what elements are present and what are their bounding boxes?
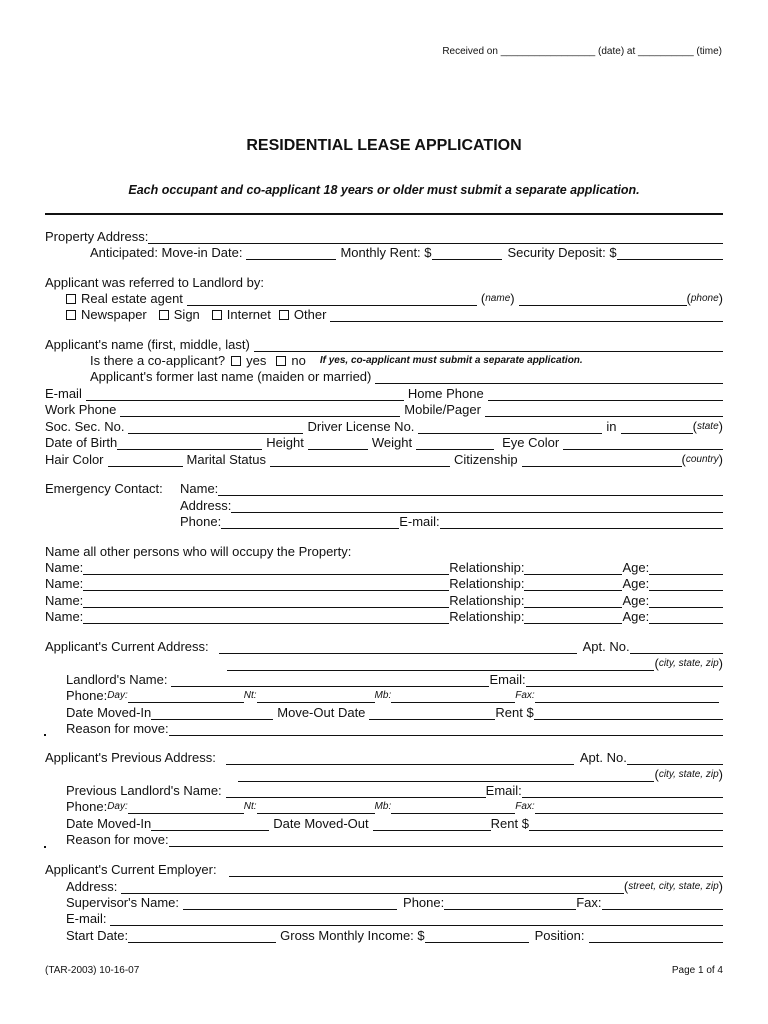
street-hint: street, city, state, zip <box>628 881 719 892</box>
mobile-label: Mb: <box>374 690 392 701</box>
received-on-line: Received on _________________ (date) at __________ (time) <box>442 46 722 57</box>
supervisor-label: Supervisor's Name: <box>66 895 180 910</box>
employer-label: Applicant's Current Employer: <box>45 862 217 877</box>
supervisor-row <box>66 894 723 910</box>
current-city-field[interactable] <box>227 657 654 671</box>
day-phone-field[interactable] <box>128 689 244 703</box>
age-label: Age: <box>622 576 650 591</box>
employer-address-label: Address: <box>66 879 118 894</box>
eye-color-label: Eye Color <box>502 435 560 450</box>
start-date-field[interactable] <box>128 929 276 943</box>
former-name-label: Applicant's former last name (maiden or married) <box>90 369 372 384</box>
moved-in-label: Date Moved-In <box>66 705 152 720</box>
occupants-row <box>45 543 723 559</box>
landlord-row <box>66 671 723 687</box>
emergency-phone-row <box>180 513 723 529</box>
previous-reason-field[interactable] <box>169 833 723 847</box>
occupant-name-field[interactable] <box>83 577 449 591</box>
rent-label: Rent $ <box>495 705 534 720</box>
work-phone-row <box>45 401 723 417</box>
previous-landlord-row <box>66 782 723 798</box>
page-subtitle: Each occupant and co-applicant 18 years or older must submit a separate application. <box>128 183 640 197</box>
relationship-field[interactable] <box>524 561 622 575</box>
previous-dates-row <box>66 815 723 831</box>
internet-label: Internet <box>226 307 271 322</box>
country-hint: country <box>685 454 719 465</box>
occupant-name-field[interactable] <box>83 594 449 608</box>
employment-row <box>66 927 723 943</box>
mobile-field[interactable] <box>485 403 723 417</box>
ssn-row: Soc. Sec. No. Driver License No. in ( state ) <box>45 419 723 434</box>
age-field[interactable] <box>649 577 723 591</box>
monthly-rent-field[interactable] <box>432 246 502 260</box>
no-label: no <box>291 353 306 368</box>
emergency-email-label: E-mail: <box>399 514 440 529</box>
supervisor-field[interactable] <box>183 896 397 910</box>
current-city-row: ( city, state, zip ) <box>227 655 723 671</box>
dob-label: Date of Birth <box>45 435 118 450</box>
employer-fax-label: Fax: <box>576 895 602 910</box>
sign-checkbox[interactable] <box>159 310 169 320</box>
coapplicant-no-checkbox[interactable] <box>276 356 286 366</box>
emergency-address-label: Address: <box>180 498 232 513</box>
occupant-row-4 <box>45 608 723 624</box>
emergency-name-row <box>45 480 723 496</box>
real-estate-checkbox[interactable] <box>66 294 76 304</box>
weight-label: Weight <box>371 435 413 450</box>
anticipated-row <box>90 244 723 260</box>
move-in-label: Anticipated: Move-in Date: <box>90 245 243 260</box>
fax-field[interactable] <box>535 689 719 703</box>
relationship-field[interactable] <box>524 577 622 591</box>
mobile-phone-field[interactable] <box>391 689 515 703</box>
occupant-name-field[interactable] <box>83 610 449 624</box>
occupant-name-label: Name: <box>45 609 84 624</box>
age-field[interactable] <box>649 594 723 608</box>
night-phone-field[interactable] <box>257 689 375 703</box>
emergency-name-field[interactable] <box>218 482 723 496</box>
night-label: Nt: <box>243 801 257 812</box>
income-label: Gross Monthly Income: $ <box>280 928 425 943</box>
mobile-label: Mb: <box>374 801 392 812</box>
previous-landlord-label: Previous Landlord's Name: <box>66 783 222 798</box>
current-dates-row <box>66 704 723 720</box>
occupant-name-label: Name: <box>45 593 84 608</box>
name-hint: name <box>485 293 511 304</box>
landlord-label: Landlord's Name: <box>66 672 168 687</box>
age-label: Age: <box>622 560 650 575</box>
previous-city-hint: city, state, zip <box>658 769 719 780</box>
previous-reason-row <box>66 831 723 847</box>
internet-checkbox[interactable] <box>212 310 222 320</box>
reason-label: Reason for move: <box>66 721 169 736</box>
employer-email-field[interactable] <box>110 912 723 926</box>
emergency-email-field[interactable] <box>440 515 723 529</box>
security-deposit-field[interactable] <box>617 246 723 260</box>
previous-moved-out-field[interactable] <box>373 817 491 831</box>
occupants-label: Name all other persons who will occupy the Property: <box>45 544 352 559</box>
referral-label: Applicant was referred to Landlord by: <box>45 275 264 290</box>
age-label: Age: <box>622 593 650 608</box>
occupant-name-field[interactable] <box>83 561 449 575</box>
fax-label: Fax: <box>515 690 535 701</box>
previous-night-field[interactable] <box>257 800 375 814</box>
marital-field[interactable] <box>270 453 450 467</box>
emergency-name-label: Name: <box>180 481 219 496</box>
previous-address-field[interactable] <box>226 751 574 765</box>
height-label: Height <box>266 435 304 450</box>
current-address-row <box>45 638 723 654</box>
phone-hint: phone <box>690 293 719 304</box>
referral-row <box>45 274 723 290</box>
position-field[interactable] <box>589 929 723 943</box>
height-field[interactable] <box>308 436 368 450</box>
security-deposit-label: Security Deposit: $ <box>507 245 617 260</box>
employer-field[interactable] <box>229 863 723 877</box>
emergency-phone-label: Phone: <box>180 514 222 529</box>
coapplicant-question: Is there a co-applicant? <box>90 353 226 368</box>
page-title: RESIDENTIAL LEASE APPLICATION <box>246 137 522 154</box>
day-label: Day: <box>107 690 128 701</box>
applicant-name-row <box>45 336 723 352</box>
occupant-row-3 <box>45 592 723 608</box>
current-apt-field[interactable] <box>630 640 723 654</box>
previous-email-field[interactable] <box>522 784 723 798</box>
marital-label: Marital Status <box>186 452 266 467</box>
night-label: Nt: <box>243 690 257 701</box>
rent-field[interactable] <box>534 706 723 720</box>
work-phone-field[interactable] <box>120 403 400 417</box>
emergency-address-row <box>180 497 723 513</box>
home-phone-field[interactable] <box>488 387 723 401</box>
move-in-date-field[interactable] <box>246 246 336 260</box>
license-state-field[interactable] <box>621 420 693 434</box>
current-address-label: Applicant's Current Address: <box>45 639 209 654</box>
other-checkbox[interactable] <box>279 310 289 320</box>
previous-mobile-field[interactable] <box>391 800 515 814</box>
newspaper-checkbox[interactable] <box>66 310 76 320</box>
employer-address-field[interactable] <box>121 880 624 894</box>
previous-email-label: Email: <box>485 783 522 798</box>
employer-phone-field[interactable] <box>444 896 576 910</box>
hair-color-field[interactable] <box>108 453 183 467</box>
relationship-label: Relationship: <box>449 609 525 624</box>
employer-address-row: Address: ( street, city, state, zip ) <box>66 879 723 894</box>
weight-field[interactable] <box>416 436 494 450</box>
driver-license-field[interactable] <box>418 420 602 434</box>
age-field[interactable] <box>649 561 723 575</box>
day-label: Day: <box>107 801 128 812</box>
previous-day-field[interactable] <box>128 800 244 814</box>
monthly-rent-label: Monthly Rent: $ <box>340 245 432 260</box>
citizenship-label: Citizenship <box>454 452 518 467</box>
emergency-label: Emergency Contact: <box>45 481 163 496</box>
form-id: (TAR-2003) 10-16-07 <box>45 965 140 976</box>
former-name-row <box>90 368 723 384</box>
page-number: Page 1 of 4 <box>671 965 723 976</box>
agent-name-field[interactable] <box>187 292 477 306</box>
employer-phone-label: Phone: <box>403 895 445 910</box>
fax-label: Fax: <box>515 801 535 812</box>
margin-dot <box>44 734 46 736</box>
applicant-name-field[interactable] <box>254 338 723 352</box>
income-field[interactable] <box>425 929 529 943</box>
hair-row: Hair Color Marital Status Citizenship ( country ) <box>45 452 723 467</box>
yes-label: yes <box>246 353 267 368</box>
employer-fax-field[interactable] <box>602 896 723 910</box>
age-field[interactable] <box>649 610 723 624</box>
emergency-address-field[interactable] <box>231 499 723 513</box>
landlord-field[interactable] <box>171 673 489 687</box>
work-phone-label: Work Phone <box>45 402 117 417</box>
relationship-field[interactable] <box>524 594 622 608</box>
ssn-label: Soc. Sec. No. <box>45 419 125 434</box>
relationship-label: Relationship: <box>449 593 525 608</box>
previous-moved-in-label: Date Moved-In <box>66 816 152 831</box>
previous-rent-label: Rent $ <box>490 816 529 831</box>
previous-landlord-field[interactable] <box>226 784 486 798</box>
home-phone-label: Home Phone <box>407 386 484 401</box>
occupant-name-label: Name: <box>45 560 84 575</box>
start-date-label: Start Date: <box>66 928 129 943</box>
applicant-name-label: Applicant's name (first, middle, last) <box>45 337 250 352</box>
email-field[interactable] <box>86 387 404 401</box>
agent-phone-field[interactable] <box>519 292 687 306</box>
previous-reason-label: Reason for move: <box>66 832 169 847</box>
other-field[interactable] <box>330 308 723 322</box>
landlord-email-label: Email: <box>489 672 526 687</box>
email-label: E-mail <box>45 386 82 401</box>
occupant-name-label: Name: <box>45 576 84 591</box>
landlord-email-field[interactable] <box>526 673 723 687</box>
driver-license-label: Driver License No. <box>307 419 415 434</box>
dob-field[interactable] <box>117 436 262 450</box>
dob-row <box>45 434 723 450</box>
ssn-field[interactable] <box>128 420 303 434</box>
previous-city-row: ( city, state, zip ) <box>238 766 723 782</box>
current-city-hint: city, state, zip <box>658 658 719 669</box>
previous-apt-field[interactable] <box>627 751 723 765</box>
referral-agent-row: Real estate agent ( name ) ( phone ) <box>66 290 723 306</box>
landlord-phone-label: Phone: <box>66 688 108 703</box>
current-reason-row <box>66 720 723 736</box>
sign-label: Sign <box>173 307 200 322</box>
previous-moved-in-field[interactable] <box>151 817 269 831</box>
move-out-field[interactable] <box>369 706 495 720</box>
former-name-field[interactable] <box>375 370 723 384</box>
property-address-row <box>45 228 723 244</box>
hair-color-label: Hair Color <box>45 452 104 467</box>
email-row <box>45 385 723 401</box>
previous-rent-field[interactable] <box>529 817 723 831</box>
previous-city-field[interactable] <box>238 768 654 782</box>
real-estate-label: Real estate agent <box>81 291 183 306</box>
relationship-label: Relationship: <box>449 560 525 575</box>
newspaper-label: Newspaper <box>81 307 147 322</box>
in-label: in <box>606 419 617 434</box>
employer-email-row <box>66 910 723 926</box>
landlord-phone-row <box>66 687 723 703</box>
referral-source-row <box>66 306 723 322</box>
eye-color-field[interactable] <box>563 436 723 450</box>
employer-email-label: E-mail: <box>66 911 107 926</box>
coapplicant-yes-checkbox[interactable] <box>231 356 241 366</box>
employer-row <box>45 861 723 877</box>
occupant-row-2 <box>45 575 723 591</box>
previous-moved-out-label: Date Moved-Out <box>273 816 369 831</box>
previous-fax-field[interactable] <box>535 800 723 814</box>
previous-apt-label: Apt. No. <box>579 750 627 765</box>
previous-address-label: Applicant's Previous Address: <box>45 750 216 765</box>
margin-dot <box>44 846 46 848</box>
property-address-field[interactable] <box>148 230 723 244</box>
coapplicant-row <box>90 352 723 368</box>
previous-phone-label: Phone: <box>66 799 108 814</box>
previous-phone-row <box>66 798 723 814</box>
coapplicant-note: If yes, co-applicant must submit a separate application. <box>319 355 583 366</box>
previous-address-row <box>45 749 723 765</box>
occupant-row-1 <box>45 559 723 575</box>
property-address-label: Property Address: <box>45 229 149 244</box>
mobile-label: Mobile/Pager <box>404 402 481 417</box>
position-label: Position: <box>534 928 585 943</box>
reason-field[interactable] <box>169 722 723 736</box>
moved-in-field[interactable] <box>151 706 273 720</box>
age-label: Age: <box>622 609 650 624</box>
header-rule <box>45 213 723 215</box>
current-apt-label: Apt. No. <box>582 639 630 654</box>
current-address-field[interactable] <box>219 640 577 654</box>
emergency-phone-field[interactable] <box>221 515 399 529</box>
relationship-field[interactable] <box>524 610 622 624</box>
state-hint: state <box>696 421 719 432</box>
other-label: Other <box>293 307 327 322</box>
relationship-label: Relationship: <box>449 576 525 591</box>
citizenship-field[interactable] <box>522 453 682 467</box>
move-out-label: Move-Out Date <box>277 705 366 720</box>
